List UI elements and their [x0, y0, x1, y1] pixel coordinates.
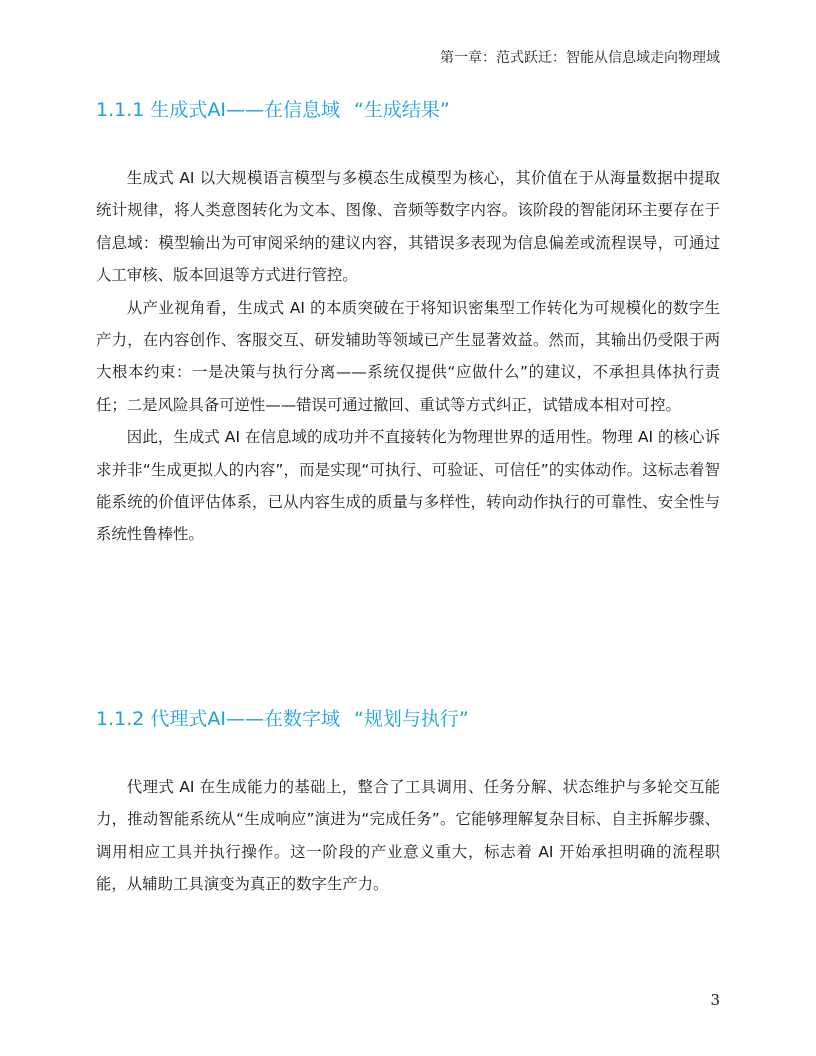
- paragraph: 代理式 AI 在生成能力的基础上，整合了工具调用、任务分解、状态维护与多轮交互能力，推动智能系统从“生成响应”演进为“完成任务”。它能够理解复杂目标、自主拆解步骤、调用相应工具并执行操作。这一阶段的产业意义重大，标志着 AI 开始承担明确的流程职能，从辅助工具演变为真正的数字生产力。: [96, 778, 720, 894]
- page-number: 3: [710, 991, 720, 1009]
- section-heading-quote: “生成结果”: [354, 99, 450, 121]
- section-heading-1-1-2: [96, 706, 469, 732]
- paragraph: 因此，生成式 AI 在信息域的成功并不直接转化为物理世界的适用性。物理 AI 的核心诉求并非“生成更拟人的内容”，而是实现“可执行、可验证、可信任”的实体动作。这标志着智能系统的价值评估体系，已从内容生成的质量与多样性，转向动作执行的可靠性、安全性与系统性鲁棒性。: [96, 428, 720, 544]
- section-heading-title: 1.1.2 代理式AI——在数字域: [96, 708, 340, 730]
- paragraph: 生成式 AI 以大规模语言模型与多模态生成模型为核心，其价值在于从海量数据中提取统计规律，将人类意图转化为文本、图像、音频等数字内容。该阶段的智能闭环主要存在于信息域：模型输出为可审阅采纳的建议内容，其错误多表现为信息偏差或流程误导，可通过人工审核、版本回退等方式进行管控。: [96, 169, 720, 285]
- section-heading-quote: “规划与执行”: [354, 708, 469, 730]
- running-header: 第一章：范式跃迁：智能从信息域走向物理域: [440, 50, 720, 66]
- section-heading-1-1-1: [96, 97, 450, 123]
- section-heading-title: 1.1.1 生成式AI——在信息域: [96, 99, 340, 121]
- paragraph: 从产业视角看，生成式 AI 的本质突破在于将知识密集型工作转化为可规模化的数字生产力，在内容创作、客服交互、研发辅助等领域已产生显著效益。然而，其输出仍受限于两大根本约束：一是决策与执行分离——系统仅提供“应做什么”的建议，不承担具体执行责任；二是风险具备可逆性——错误可通过撤回、重试等方式纠正，试错成本相对可控。: [96, 298, 720, 414]
- section-body-1-1-2: [96, 771, 720, 901]
- section-body-1-1-1: [96, 162, 720, 551]
